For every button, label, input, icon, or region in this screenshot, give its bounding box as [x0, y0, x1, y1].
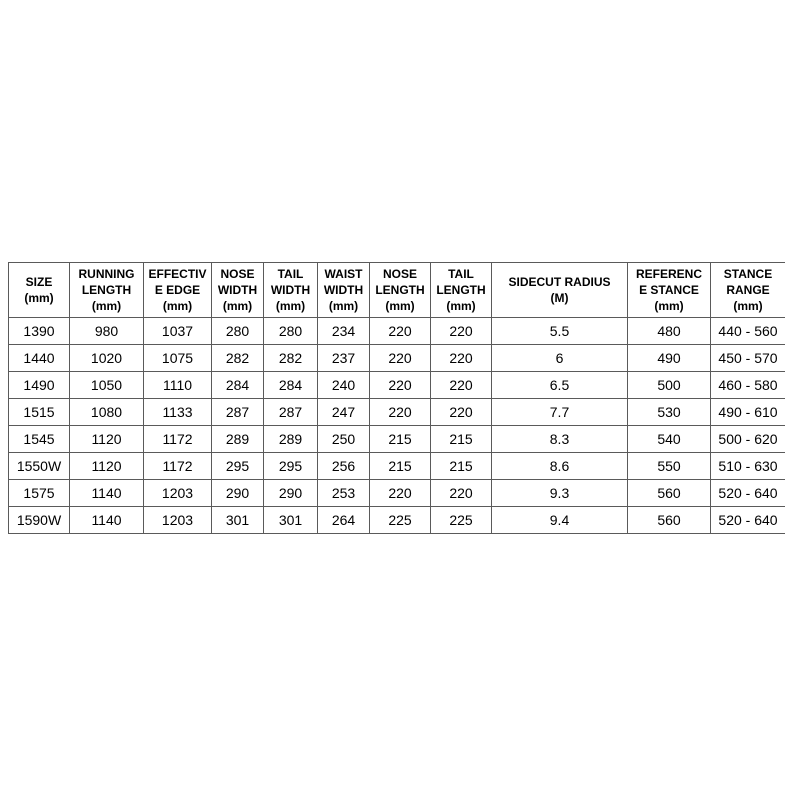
table-cell: 1110 [144, 372, 212, 399]
header-line: (mm) [385, 299, 415, 313]
table-cell: 1172 [144, 426, 212, 453]
table-cell: 980 [70, 318, 144, 345]
table-cell: 220 [431, 399, 492, 426]
size-spec-table [8, 262, 785, 534]
table-cell: 1203 [144, 507, 212, 534]
table-cell: 256 [318, 453, 370, 480]
table-cell: 220 [431, 318, 492, 345]
table-cell: 282 [264, 345, 318, 372]
table-cell: 6.5 [492, 372, 628, 399]
table-cell: 290 [264, 480, 318, 507]
table-cell: 9.4 [492, 507, 628, 534]
table-cell: 490 - 610 [711, 399, 785, 426]
spec-table-container [8, 262, 785, 534]
table-cell: 6 [492, 345, 628, 372]
table-row [9, 372, 785, 399]
header-line: (M) [550, 291, 569, 305]
header-line: WAIST [324, 267, 363, 281]
header-reference-stance [628, 263, 711, 318]
header-line: E EDGE [154, 283, 201, 297]
table-cell: 1020 [70, 345, 144, 372]
table-cell: 520 - 640 [711, 507, 785, 534]
header-line: STANCE [723, 267, 773, 281]
table-cell: 560 [628, 507, 711, 534]
table-cell: 1545 [9, 426, 70, 453]
header-nose-width [212, 263, 264, 318]
table-cell: 287 [264, 399, 318, 426]
header-line: LENGTH [436, 283, 486, 297]
table-cell: 301 [212, 507, 264, 534]
header-line: (mm) [328, 299, 359, 313]
header-line: NOSE [382, 267, 417, 281]
header-effective-edge [144, 263, 212, 318]
table-cell: 225 [431, 507, 492, 534]
table-cell: 284 [264, 372, 318, 399]
table-cell: 215 [431, 426, 492, 453]
table-cell: 450 - 570 [711, 345, 785, 372]
table-cell: 220 [370, 372, 431, 399]
header-line: EFFECTIV [148, 267, 207, 281]
table-cell: 1550W [9, 453, 70, 480]
table-cell: 1390 [9, 318, 70, 345]
table-cell: 540 [628, 426, 711, 453]
table-cell: 1120 [70, 453, 144, 480]
table-cell: 280 [212, 318, 264, 345]
table-cell: 220 [370, 480, 431, 507]
header-line: TAIL [277, 267, 304, 281]
table-cell: 215 [370, 426, 431, 453]
table-cell: 530 [628, 399, 711, 426]
table-cell: 7.7 [492, 399, 628, 426]
table-cell: 247 [318, 399, 370, 426]
header-stance-range [711, 263, 785, 318]
header-line: NOSE [220, 267, 255, 281]
table-cell: 9.3 [492, 480, 628, 507]
table-cell: 234 [318, 318, 370, 345]
table-cell: 215 [431, 453, 492, 480]
table-cell: 8.3 [492, 426, 628, 453]
table-cell: 1120 [70, 426, 144, 453]
table-row [9, 507, 785, 534]
table-cell: 290 [212, 480, 264, 507]
header-line: RUNNING [78, 267, 135, 281]
header-line: (mm) [91, 299, 122, 313]
table-cell: 1080 [70, 399, 144, 426]
table-row [9, 453, 785, 480]
table-cell: 1140 [70, 480, 144, 507]
table-cell: 1037 [144, 318, 212, 345]
header-line: TAIL [448, 267, 474, 281]
table-row [9, 399, 785, 426]
header-row [9, 263, 785, 318]
table-cell: 264 [318, 507, 370, 534]
header-line: WIDTH [323, 283, 364, 297]
table-cell: 1133 [144, 399, 212, 426]
header-tail-length [431, 263, 492, 318]
table-cell: 480 [628, 318, 711, 345]
header-line: SIDECUT RADIUS [508, 275, 611, 289]
table-cell: 1140 [70, 507, 144, 534]
table-cell: 1172 [144, 453, 212, 480]
table-cell: 295 [212, 453, 264, 480]
table-cell: 215 [370, 453, 431, 480]
table-cell: 220 [370, 318, 431, 345]
header-tail-width [264, 263, 318, 318]
table-cell: 1440 [9, 345, 70, 372]
table-cell: 282 [212, 345, 264, 372]
table-cell: 220 [431, 372, 492, 399]
table-cell: 287 [212, 399, 264, 426]
table-cell: 295 [264, 453, 318, 480]
header-size [9, 263, 70, 318]
table-cell: 550 [628, 453, 711, 480]
header-line: (mm) [654, 299, 684, 313]
table-cell: 1575 [9, 480, 70, 507]
header-waist-width [318, 263, 370, 318]
table-cell: 280 [264, 318, 318, 345]
table-cell: 220 [370, 345, 431, 372]
header-line: E STANCE [639, 283, 699, 297]
table-cell: 510 - 630 [711, 453, 785, 480]
table-cell: 5.5 [492, 318, 628, 345]
table-cell: 220 [431, 480, 492, 507]
table-cell: 440 - 560 [711, 318, 785, 345]
table-cell: 301 [264, 507, 318, 534]
table-cell: 520 - 640 [711, 480, 785, 507]
table-cell: 284 [212, 372, 264, 399]
table-cell: 8.6 [492, 453, 628, 480]
header-line: (mm) [24, 291, 54, 305]
header-sidecut-radius [492, 263, 628, 318]
table-cell: 1515 [9, 399, 70, 426]
header-line: LENGTH [375, 283, 425, 297]
table-cell: 490 [628, 345, 711, 372]
header-line: REFERENC [635, 267, 702, 281]
table-cell: 220 [431, 345, 492, 372]
header-line: LENGTH [81, 283, 132, 297]
header-line: WIDTH [270, 283, 311, 297]
header-line: (mm) [162, 299, 193, 313]
table-cell: 500 - 620 [711, 426, 785, 453]
table-row [9, 345, 785, 372]
header-line: (mm) [222, 299, 253, 313]
header-nose-length [370, 263, 431, 318]
header-line: (mm) [275, 299, 306, 313]
table-cell: 253 [318, 480, 370, 507]
header-line: RANGE [726, 283, 770, 297]
table-cell: 460 - 580 [711, 372, 785, 399]
header-running-length [70, 263, 144, 318]
table-cell: 220 [370, 399, 431, 426]
table-row [9, 426, 785, 453]
table-cell: 237 [318, 345, 370, 372]
table-cell: 560 [628, 480, 711, 507]
table-cell: 289 [212, 426, 264, 453]
table-cell: 250 [318, 426, 370, 453]
table-row [9, 318, 785, 345]
table-cell: 1075 [144, 345, 212, 372]
table-cell: 500 [628, 372, 711, 399]
table-row [9, 480, 785, 507]
table-cell: 1050 [70, 372, 144, 399]
header-line: SIZE [25, 275, 53, 289]
table-cell: 1590W [9, 507, 70, 534]
table-cell: 1490 [9, 372, 70, 399]
header-line: (mm) [446, 299, 476, 313]
table-cell: 225 [370, 507, 431, 534]
table-body [9, 318, 785, 534]
table-cell: 240 [318, 372, 370, 399]
table-cell: 289 [264, 426, 318, 453]
header-line: WIDTH [217, 283, 258, 297]
table-cell: 1203 [144, 480, 212, 507]
header-line: (mm) [733, 299, 763, 313]
